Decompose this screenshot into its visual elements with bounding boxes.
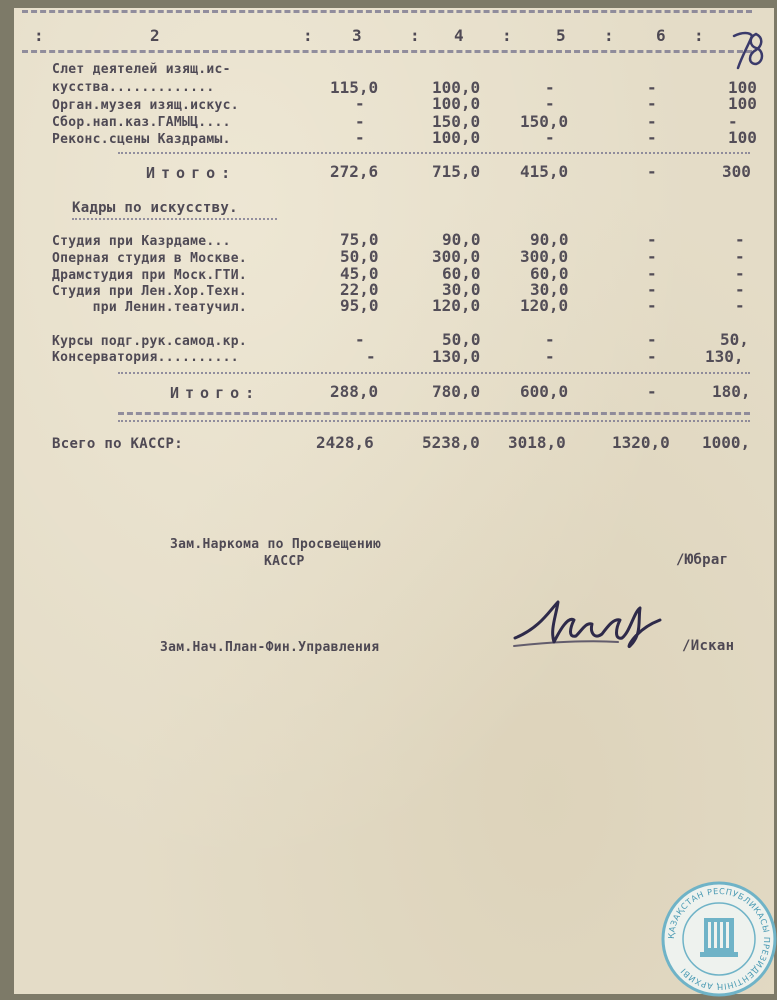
cell-col-4: 100,0 [432,78,481,97]
row-label: Драмстудия при Моск.ГТИ. [52,268,248,283]
header-sep: : [34,26,44,45]
cell-col-3: 272,6 [330,162,379,181]
cell-col-7: - [735,247,745,266]
cell-col-6: - [647,264,657,283]
cell-col-4: 150,0 [432,112,481,131]
cell-col-4: 120,0 [432,296,481,315]
cell-col-6: - [647,112,657,131]
cell-col-7: 130, [705,347,744,366]
cell-col-4: 300,0 [432,247,481,266]
cell-col-6: - [647,296,657,315]
header-sep: : [502,26,512,45]
cell-col-6: - [647,162,657,181]
cell-col-5: 60,0 [530,264,569,283]
cell-col-6: - [647,230,657,249]
cell-col-6: - [647,94,657,113]
grand-total-rule [118,420,750,422]
cell-col-5: 415,0 [520,162,569,181]
cell-col-4: 780,0 [432,382,481,401]
cell-col-4: 715,0 [432,162,481,181]
cell-col-3: 22,0 [340,280,379,299]
cell-col-5: 120,0 [520,296,569,315]
cell-col-3: - [355,128,365,147]
cell-col-6: - [647,347,657,366]
cell-col-7: 1000, [702,433,751,452]
cell-col-5: 3018,0 [508,433,566,452]
cell-col-4: 100,0 [432,128,481,147]
row-label: Слет деятелей изящ.ис- [52,62,231,77]
cell-col-5: - [545,78,555,97]
cell-col-3: 95,0 [340,296,379,315]
row-label: Оперная студия в Москве. [52,251,248,266]
handwritten-signature [510,590,670,660]
cell-col-7: - [735,280,745,299]
header-sep: : [604,26,614,45]
cell-col-7: 100 [728,78,757,97]
grand-total-rule [118,412,750,415]
cell-col-5: 150,0 [520,112,569,131]
header-sep: : [303,26,313,45]
row-label: Реконс.сцены Каздрамы. [52,132,231,147]
section-heading: Кадры по искусству. [72,200,238,216]
cell-col-3: 50,0 [340,247,379,266]
signatory-title-2: Зам.Нач.План-Фин.Управления [160,640,380,655]
cell-col-7: 100 [728,94,757,113]
cell-col-7: 50, [720,330,749,349]
header-sep: : [694,26,704,45]
cell-col-7: 300 [722,162,751,181]
cell-col-5: 300,0 [520,247,569,266]
row-label: кусства............. [52,80,215,95]
row-label: Консерватория.......... [52,350,239,365]
cell-col-3: - [366,347,376,366]
cell-col-7: - [728,112,738,131]
cell-col-4: 130,0 [432,347,481,366]
header-sep: : [410,26,420,45]
cell-col-5: 90,0 [530,230,569,249]
header-col-6: 6 [656,26,666,45]
subtotal-label: Итого: [146,164,237,182]
cell-col-6: - [647,78,657,97]
subtotal-rule [118,372,750,374]
cell-col-3: 288,0 [330,382,379,401]
row-label: Сбор.нап.каз.ГАМЫЦ.... [52,115,231,130]
cell-col-6: - [647,280,657,299]
grand-total-label: Всего по КАССР: [52,436,183,452]
cell-col-3: - [355,112,365,131]
cell-col-6: - [647,382,657,401]
cell-col-6: - [647,330,657,349]
cell-col-5: 30,0 [530,280,569,299]
cell-col-3: 45,0 [340,264,379,283]
cell-col-7: - [735,296,745,315]
cell-col-4: 30,0 [442,280,481,299]
subtotal-label: Итого: [170,384,261,402]
cell-col-3: 2428,6 [316,433,374,452]
document-page [14,8,774,994]
cell-col-3: - [355,94,365,113]
cell-col-7: 100 [728,128,757,147]
cell-col-3: - [355,330,365,349]
signatory-title: Зам.Наркома по Просвещению [170,537,382,552]
row-label: при Ленин.театучил. [52,300,248,315]
cell-col-6: 1320,0 [612,433,670,452]
cell-col-5: - [545,128,555,147]
row-label: Курсы подг.рук.самод.кр. [52,334,248,349]
signatory-name-2: /Искан [682,638,735,654]
cell-col-5: - [545,347,555,366]
signatory-org: КАССР [264,554,305,569]
row-label: Студия при Казрдаме... [52,234,231,249]
row-label: Орган.музея изящ.искус. [52,98,239,113]
cell-col-4: 100,0 [432,94,481,113]
subtotal-rule [118,152,750,154]
header-col-4: 4 [454,26,464,45]
header-col-5: 5 [556,26,566,45]
top-rule [22,10,752,13]
cell-col-5: - [545,330,555,349]
cell-col-3: 115,0 [330,78,379,97]
archive-stamp-seal [660,880,777,998]
cell-col-7: - [735,264,745,283]
cell-col-4: 50,0 [442,330,481,349]
svg-text:ҚАЗАҚСТАН РЕСПУБЛИКАСЫ ПРЕЗИДЕ: ҚАЗАҚСТАН РЕСПУБЛИКАСЫ ПРЕЗИДЕНТІНІҢ АРХИВІ [665,885,773,993]
header-rule [22,50,752,53]
header-col-3: 3 [352,26,362,45]
row-label: Студия при Лен.Хор.Техн. [52,284,248,299]
cell-col-5: - [545,94,555,113]
header-col-2: 2 [150,26,160,45]
cell-col-5: 600,0 [520,382,569,401]
cell-col-7: 180, [712,382,751,401]
cell-col-7: - [735,230,745,249]
cell-col-3: 75,0 [340,230,379,249]
heading-underline [72,218,277,220]
signatory-name: /Юбраг [676,552,729,568]
handwritten-page-number [728,28,768,72]
cell-col-6: - [647,247,657,266]
cell-col-4: 60,0 [442,264,481,283]
cell-col-6: - [647,128,657,147]
cell-col-4: 5238,0 [422,433,480,452]
cell-col-4: 90,0 [442,230,481,249]
